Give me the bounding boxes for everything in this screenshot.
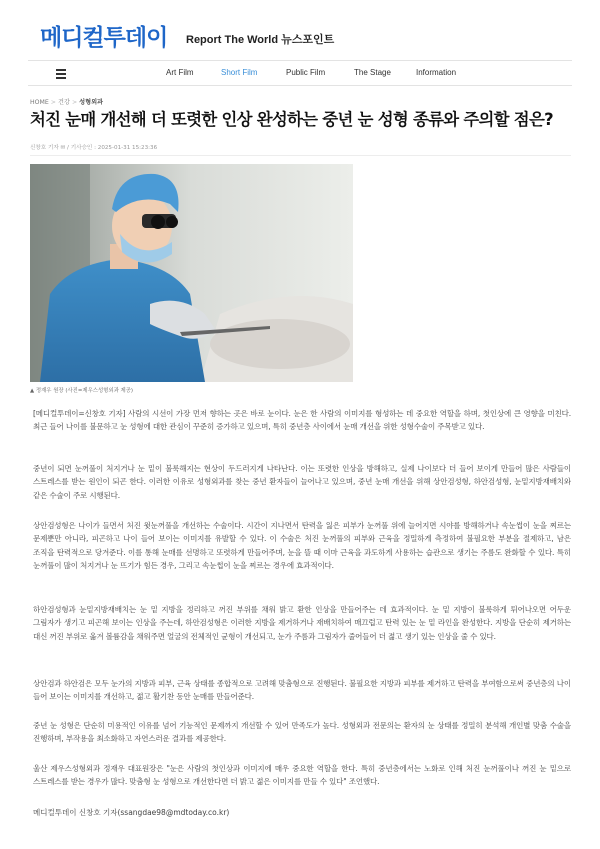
article-paragraph: 상안검과 하안검은 모두 눈가의 지방과 피부, 근육 상태를 종합적으로 고려해 맞춤형으로 진행된다. 불필요한 지방과 피부를 제거하고 탄력을 부여함으로써 중년층의 나이 들어 보이는 이미지를 개선하고, 젊고 활기찬 동안 눈매를 만들어준다. (33, 679, 571, 702)
article-paragraph: 상안검성형은 나이가 들면서 처진 윗눈꺼풀을 개선하는 수술이다. 시간이 지나면서 탄력을 잃은 피부가 눈꺼풀 위에 늘어지면 시야를 방해하거나 속눈썹이 눈을 찌르는 문제뿐만 아니라, 피곤하고 나이 들어 보이는 이미지를 유발할 수 있다. 이 수술은 처진 눈꺼풀의 피부와 근육을 정밀하게 측정하여 불필요한 부분을 절제하고, 남은 조직을 탄력적으로 당겨준다. 이를 통해 눈매를 선명하고 또렷하게 만들어주며, 눈을 뜰 때 이마 근육을 과도하게 사용하는 습관으로 생기는 주름도 완화할 수 있다. 특히 눈꺼풀이 많이 처지거나 눈 뜨기가 힘든 경우, 그리고 속눈썹이 눈을 찌르는 경우에 효과적이다. (33, 521, 571, 571)
article-headline: 처진 눈매 개선해 더 또렷한 인상 완성하는 중년 눈 성형 종류와 주의할 점은? (30, 110, 553, 129)
breadcrumb-section[interactable]: 건강 (57, 99, 70, 106)
menu-icon[interactable] (56, 69, 66, 78)
divider (30, 155, 571, 156)
nav-item-public-film[interactable]: Public Film (286, 68, 326, 77)
article-paragraph: 중년 눈 성형은 단순히 미용적인 이유를 넘어 기능적인 문제까지 개선할 수 있어 만족도가 높다. 성형외과 전문의는 환자의 눈 상태를 정밀히 분석해 개인별 맞춤 수술을 진행하며, 부작용을 최소화하고 자연스러운 결과를 제공한다. (33, 721, 571, 744)
breadcrumb-sep: > (50, 99, 56, 106)
article-signature: 메디컬투데이 신창호 기자(ssangdae98@mdtoday.co.kr) (33, 808, 230, 817)
breadcrumb-home[interactable]: HOME (30, 99, 49, 106)
site-header (40, 22, 580, 56)
site-logo[interactable]: 메디컬투데이 (40, 25, 168, 51)
breadcrumb (30, 97, 103, 106)
breadcrumb-sep: > (71, 99, 78, 106)
breadcrumb-current[interactable]: 성형외과 (79, 99, 104, 106)
site-tagline: Report The World 뉴스포인트 (186, 34, 335, 46)
article-byline: 신창호 기자 ✉ / 기사승인 : 2025-01-31 15:23:36 (30, 145, 158, 151)
article-paragraph: 중년이 되면 눈꺼풀이 처지거나 눈 밑이 불룩해지는 현상이 두드러지게 나타난다. 이는 또렷한 인상을 방해하고, 실제 나이보다 더 들어 보이게 만들어 많은 사람들이 스트레스를 받는 원인이 되곤 한다. 이러한 이유로 성형외과를 찾는 중년 환자들이 늘어나고 있으며, 중년 눈매 개선을 위해 상안검성형, 하안검성형, 눈밑지방재배치와 같은 수술이 주로 시행된다. (33, 464, 571, 500)
article-paragraph: [메디컬투데이=신창호 기자] 사람의 시선이 가장 먼저 향하는 곳은 바로 눈이다. 눈은 한 사람의 이미지를 형성하는 데 중요한 역할을 하며, 첫인상에 큰 영향을 미친다. 최근 들어 나이를 불문하고 눈 성형에 대한 관심이 꾸준히 증가하고 있으며, 특히 중년층 사이에서 눈매 개선을 위한 성형수술이 주목받고 있다. (33, 409, 571, 432)
nav-item-short-film[interactable]: Short Film (221, 68, 258, 77)
article-paragraph: 하안검성형과 눈밑지방재배치는 눈 밑 지방을 정리하고 꺼진 부위를 채워 밝고 환한 인상을 만들어주는 데 효과적이다. 눈 밑 지방이 불룩하게 튀어나오면 어두운 그림자가 생기고 피곤해 보이는 인상을 주는데, 하안검성형은 이러한 지방을 제거하거나 재배치하여 매끄럽고 탄력 있는 눈 밑 라인을 완성한다. 지방을 단순히 제거하는 대신 꺼진 부위로 옮겨 볼륨감을 채워주면 얼굴의 전체적인 균형이 개선되고, 눈가 주름과 그림자가 줄어들어 더 젊고 생기 있는 인상을 줄 수 있다. (33, 605, 571, 641)
nav-item-information[interactable]: Information (416, 68, 457, 77)
photo-caption: ▲ 정재우 원장 (사진=제우스성형외과 제공) (30, 388, 134, 394)
article-photo (30, 164, 353, 382)
article-paragraph: 울산 제우스성형외과 정재우 대표원장은 "눈은 사람의 첫인상과 이미지에 매우 중요한 역할을 한다. 특히 중년층에서는 노화로 인해 처진 눈꺼풀이나 꺼진 눈 밑으로 스트레스를 받는 경우가 많다. 맞춤형 눈 성형으로 개선한다면 더 밝고 젊은 이미지를 만들 수 있다" 조언했다. (33, 764, 571, 787)
nav-item-art-film[interactable]: Art Film (166, 68, 194, 77)
nav-item-the-stage[interactable]: The Stage (354, 68, 391, 77)
main-nav (28, 60, 572, 86)
